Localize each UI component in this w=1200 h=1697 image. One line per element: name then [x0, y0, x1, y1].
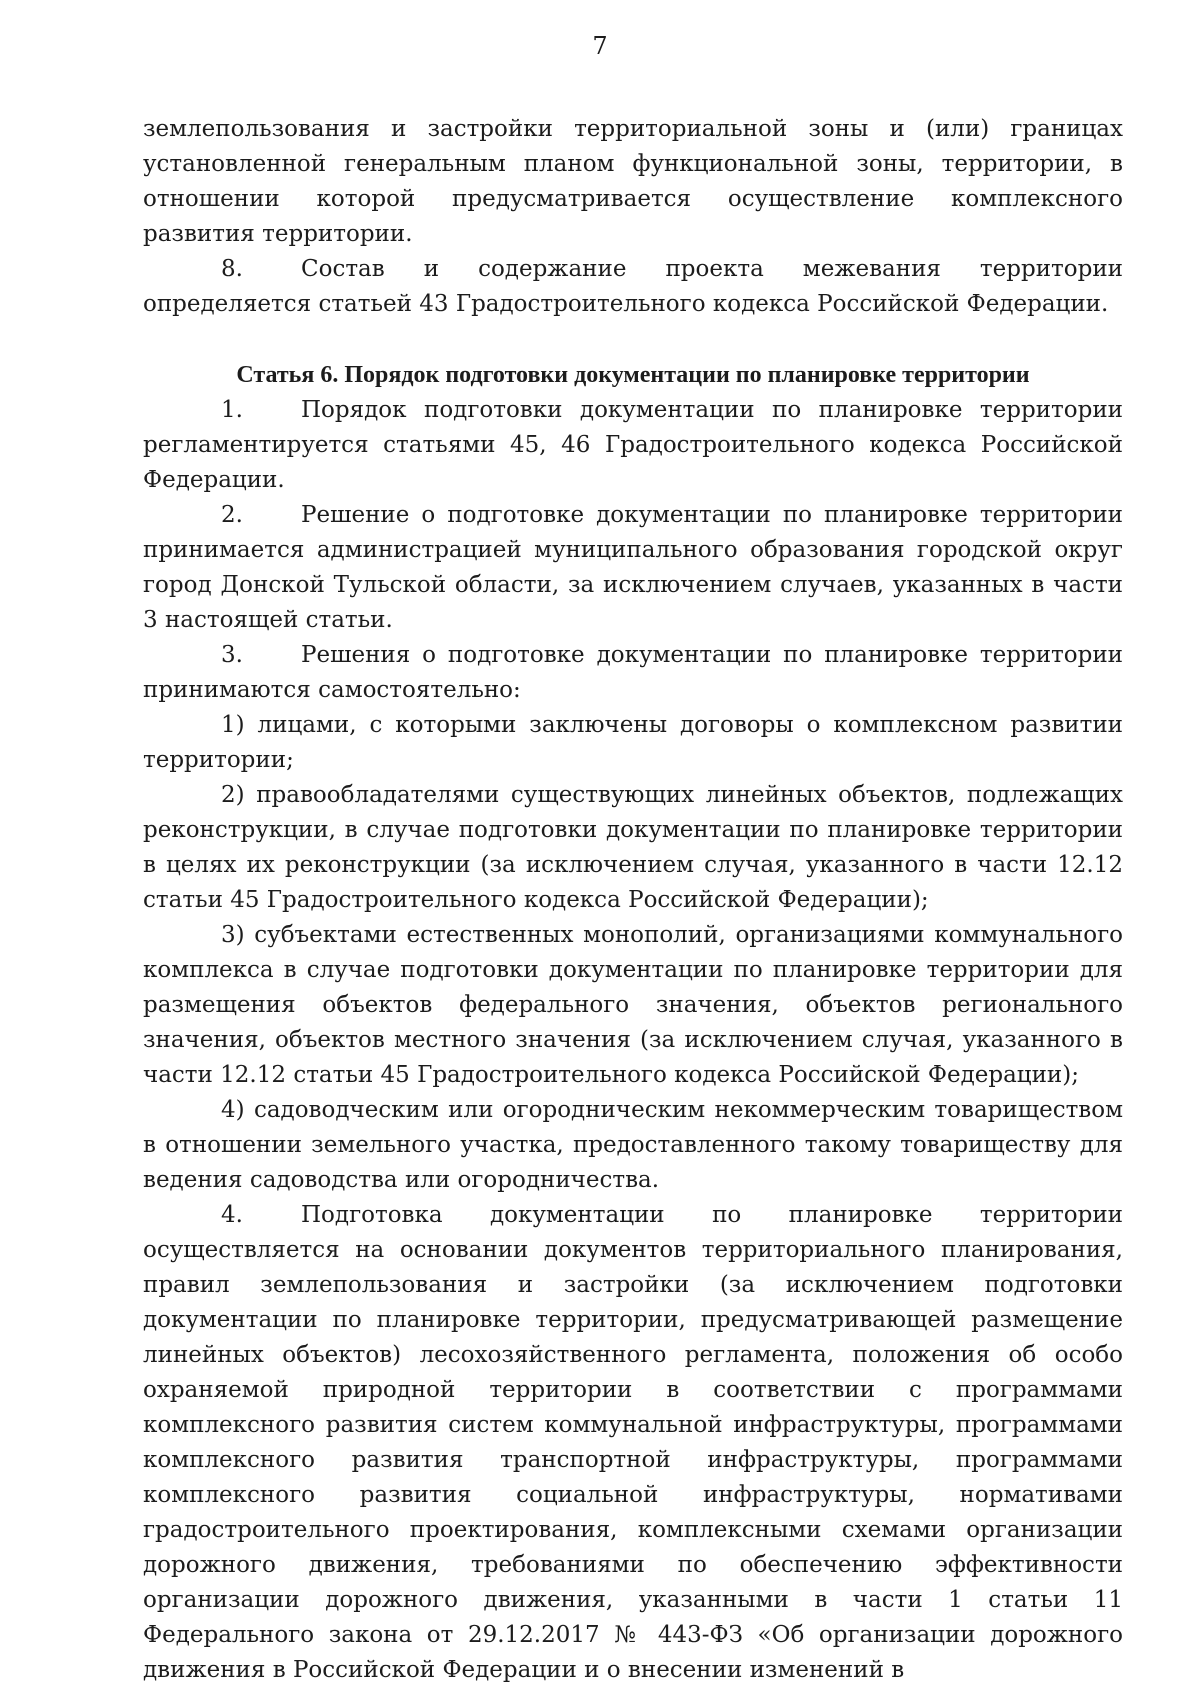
paragraph-number: 2.: [221, 502, 243, 528]
paragraph-text: Порядок подготовки документации по планировке территории регламентируется статьями 45, 46 Градостроительного кодекса Российской Федерации.: [143, 397, 1123, 493]
article-6-part-4: [143, 1198, 1123, 1688]
list-item-3: 3) субъектами естественных монополий, организациями коммунального комплекса в случае подготовки документации по планировке территории для размещения объектов федерального значения, объектов регионального значения, объектов местного значения (за исключением случая, указанного в части 12.12 статьи 45 Градостроительного кодекса Российской Федерации);: [143, 922, 1123, 1088]
article-6-part-1: [143, 393, 1123, 498]
list-item-4: 4) садоводческим или огородническим некоммерческим товариществом в отношении земельного участка, предоставленного такому товариществу для ведения садоводства или огородничества.: [143, 1097, 1123, 1193]
page-number: 7: [592, 32, 608, 60]
paragraph-8: [143, 252, 1123, 322]
list-item-1: 1) лицами, с которыми заключены договоры о комплексном развитии территории;: [143, 712, 1123, 773]
document-body: [143, 112, 1123, 1688]
paragraph-number: 4.: [221, 1202, 243, 1228]
paragraph-number: 1.: [221, 397, 243, 423]
article-6-part-2: [143, 498, 1123, 638]
article-6-part-3: [143, 638, 1123, 708]
article-heading: Статья 6. Порядок подготовки документации по планировке территории: [236, 362, 1030, 388]
paragraph-text: Состав и содержание проекта межевания территории определяется статьей 43 Градостроительного кодекса Российской Федерации.: [143, 256, 1123, 317]
paragraph-number: 3.: [221, 642, 243, 668]
paragraph-number: 8.: [221, 256, 243, 282]
paragraph-text: Подготовка документации по планировке территории осуществляется на основании документов территориального планирования, правил землепользования и застройки (за исключением подготовки документации по планировке территории, предусматривающей размещение линейных объектов) лесохозяйственного регламента, положения об особо охраняемой природной территории в соответствии с программами комплексного развития систем коммунальной инфраструктуры, программами комплексного развития транспортной инфраструктуры, программами комплексного развития социальной инфраструктуры, нормативами градостроительного проектирования, комплексными схемами организации дорожного движения, требованиями по обеспечению эффективности организации дорожного движения, указанными в части 1 статьи 11 Федерального закона от 29.12.2017 № 443-ФЗ «Об организации дорожного движения в Российской Федерации и о внесении изменений в: [143, 1202, 1123, 1683]
paragraph-text: Решение о подготовке документации по планировке территории принимается администрацией муниципального образования городской округ город Донской Тульской области, за исключением случаев, указанных в части 3 настоящей статьи.: [143, 502, 1123, 633]
paragraph-text: Решения о подготовке документации по планировке территории принимаются самостоятельно:: [143, 642, 1123, 703]
paragraph-intro: землепользования и застройки территориальной зоны и (или) границах установленной генеральным планом функциональной зоны, территории, в отношении которой предусматривается осуществление комплексного развития территории.: [143, 116, 1123, 247]
list-item-2: 2) правообладателями существующих линейных объектов, подлежащих реконструкции, в случае подготовки документации по планировке территории в целях их реконструкции (за исключением случая, указанного в части 12.12 статьи 45 Градостроительного кодекса Российской Федерации);: [143, 782, 1123, 913]
